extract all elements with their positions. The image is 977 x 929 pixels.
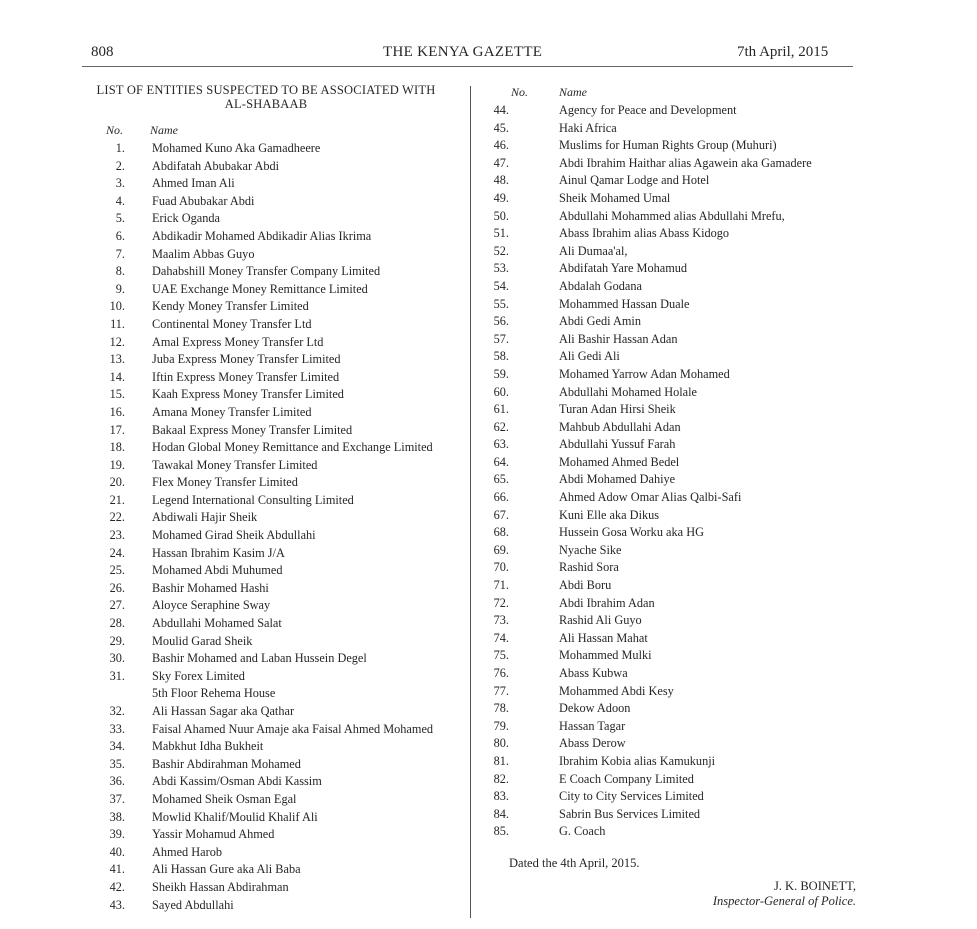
entry-number: 21. [109,492,125,507]
entry-number: 70. [493,560,509,575]
list-item [80,386,465,404]
list-item [480,718,860,736]
column-divider [470,86,471,918]
entry-number: 85. [493,824,509,839]
left-name-header: Name [150,123,178,137]
entry-number: 15. [109,387,125,402]
entry-number: 37. [109,791,125,806]
entry-number: 51. [493,226,509,241]
entry-name: Mahbub Abdullahi Adan [559,419,681,434]
entry-name: Legend International Consulting Limited [152,492,354,507]
entry-name: Abdi Boru [559,578,612,593]
list-item [480,735,860,753]
list-item [80,826,465,844]
entry-number: 40. [109,844,125,859]
entry-name: Dahabshill Money Transfer Company Limited [152,264,381,279]
entry-name: Sabrin Bus Services Limited [559,806,701,821]
list-item [80,492,465,510]
list-item [480,401,860,419]
entry-number: 35. [109,756,125,771]
entry-name: Nyache Sike [559,542,622,557]
entry-number: 63. [493,437,509,452]
list-item [80,140,465,158]
list-item [480,296,860,314]
entry-name: Kuni Elle aka Dikus [559,507,660,522]
list-item [80,861,465,879]
entry-name: Hassan Tagar [559,718,626,733]
list-item [480,471,860,489]
entry-number: 12. [109,334,125,349]
entry-name: Bakaal Express Money Transfer Limited [152,422,353,437]
list-item [480,190,860,208]
entry-name: Dekow Adoon [559,701,631,716]
list-item [480,595,860,613]
entry-number: 84. [493,806,509,821]
entry-number: 59. [493,366,509,381]
list-item [480,348,860,366]
list-item [80,369,465,387]
entry-name: Abdi Ibrahim Haithar alias Agawein aka Gamadere [559,155,812,170]
list-item [80,633,465,651]
entry-number: 56. [493,314,509,329]
entry-number: 47. [493,155,509,170]
entry-number: 61. [493,402,509,417]
header-rule [82,66,853,67]
list-item [480,806,860,824]
entry-number: 52. [493,243,509,258]
entry-name: Abass Ibrahim alias Abass Kidogo [559,226,730,241]
entry-name: Mohamed Girad Sheik Abdullahi [152,528,316,543]
left-no-header: No. [106,123,124,137]
entry-number: 62. [493,419,509,434]
list-item [80,879,465,897]
entry-name: Hassan Ibrahim Kasim J/A [152,545,285,560]
entry-name: Abdullahi Yussuf Farah [559,437,676,452]
entry-name: Agency for Peace and Development [559,103,737,117]
entry-number: 55. [493,296,509,311]
entry-number: 24. [109,545,125,560]
entry-number: 80. [493,736,509,751]
list-item [80,685,465,703]
entry-number: 69. [493,542,509,557]
list-item [80,281,465,299]
entry-name: Mohamed Abdi Muhumed [152,563,283,578]
entry-number: 20. [109,475,125,490]
entry-name: Mohamed Sheik Osman Egal [152,791,297,806]
entry-number: 79. [493,718,509,733]
entry-name: Haki Africa [559,120,617,135]
entry-number: 5. [115,211,125,226]
right-no-header: No. [511,85,529,99]
list-item [480,542,860,560]
entry-number: 36. [109,774,125,789]
entry-name: Mohamed Kuno Aka Gamadheere [152,141,321,155]
entry-number: 8. [115,264,125,279]
list-title: LIST OF ENTITIES SUSPECTED TO BE ASSOCIATED WITH AL-SHABAAB [96,83,436,111]
list-item [80,334,465,352]
entry-name: Ali Gedi Ali [559,349,620,364]
entry-name: Abdullahi Mohammed alias Abdullahi Mrefu, [559,208,785,223]
entry-number: 31. [109,668,125,683]
list-item [480,647,860,665]
entry-name: Amana Money Transfer Limited [152,404,312,419]
list-item [80,298,465,316]
list-item [80,351,465,369]
entry-name: Sheikh Hassan Abdirahman [152,879,289,894]
list-item [80,703,465,721]
list-item [480,577,860,595]
entry-name: Mohammed Hassan Duale [559,296,690,311]
list-item [480,155,860,173]
entry-number: 41. [109,862,125,877]
entry-name: Ali Hassan Sagar aka Qathar [152,704,295,718]
list-item [480,559,860,577]
entry-number: 54. [493,278,509,293]
entry-name: G. Coach [559,824,606,839]
entry-number: 66. [493,490,509,505]
entry-name: Ahmed Adow Omar Alias Qalbi-Safi [559,490,742,505]
entry-name: Rashid Sora [559,560,619,575]
entry-number: 33. [109,721,125,736]
list-item [480,384,860,402]
list-item [480,120,860,138]
entry-name: Mohammed Mulki [559,648,652,663]
entry-name: Aloyce Seraphine Sway [152,598,271,613]
entry-number: 13. [109,352,125,367]
list-item [480,172,860,190]
entry-name: Ali Bashir Hassan Adan [559,331,678,346]
entry-name: Iftin Express Money Transfer Limited [152,369,340,384]
entry-number: 71. [493,578,509,593]
entry-name: Abdi Kassim/Osman Abdi Kassim [152,774,322,789]
list-item [480,612,860,630]
list-item [480,366,860,384]
entry-number: 30. [109,651,125,666]
entry-number: 81. [493,753,509,768]
entry-number: 3. [115,176,125,191]
list-item [480,630,860,648]
entry-name: Faisal Ahamed Nuur Amaje aka Faisal Ahmed Mohamed [152,721,434,736]
entry-number: 29. [109,633,125,648]
list-item [480,436,860,454]
entry-name: Sky Forex Limited [152,668,245,683]
entry-name: Abdalah Godana [559,278,642,293]
entry-number: 68. [493,525,509,540]
entry-number: 18. [109,440,125,455]
entry-name: Hodan Global Money Remittance and Exchange Limited [152,440,433,455]
entry-name: 5th Floor Rehema House [152,686,276,701]
entry-name: Kaah Express Money Transfer Limited [152,387,344,402]
entry-number: 39. [109,827,125,842]
entry-name: Abdifatah Yare Mohamud [559,261,688,276]
entry-name: Maalim Abbas Guyo [152,246,255,261]
entry-number: 82. [493,771,509,786]
entry-name: Moulid Garad Sheik [152,633,253,648]
entry-number: 7. [115,246,125,261]
entry-name: Sheik Mohamed Umal [559,190,671,205]
entry-name: Bashir Mohamed and Laban Hussein Degel [152,651,367,666]
right-name-header: Name [559,85,587,99]
left-entity-list [80,140,465,914]
entry-name: Mohammed Abdi Kesy [559,683,674,698]
list-item [480,524,860,542]
entry-name: Muslims for Human Rights Group (Muhuri) [559,138,777,153]
list-item [480,753,860,771]
entry-name: Continental Money Transfer Ltd [152,316,312,331]
entry-name: Mohamed Ahmed Bedel [559,454,680,469]
entry-number: 42. [109,879,125,894]
entry-number: 77. [493,683,509,698]
entry-number: 83. [493,789,509,804]
list-item [80,404,465,422]
entry-name: Ali Hassan Gure aka Ali Baba [152,862,301,877]
entry-name: Yassir Mohamud Ahmed [152,827,275,842]
entry-name: Ahmed Iman Ali [152,176,235,191]
entry-number: 32. [109,704,125,718]
entry-number: 22. [109,510,125,525]
list-item [80,228,465,246]
entry-number: 11. [110,316,125,331]
entry-name: Abdikadir Mohamed Abdikadir Alias Ikrima [152,228,372,243]
list-item [480,102,860,120]
list-item [80,474,465,492]
entry-name: Abdi Gedi Amin [559,314,641,329]
entry-number: 16. [109,404,125,419]
list-item [80,615,465,633]
entry-name: Abass Kubwa [559,666,628,680]
list-item [80,193,465,211]
entry-name: Bashir Mohamed Hashi [152,580,269,595]
entry-number: 58. [493,349,509,364]
entry-name: Turan Adan Hirsi Sheik [559,402,676,417]
list-item [480,788,860,806]
entry-number: 19. [109,457,125,472]
entry-number: 73. [493,613,509,628]
list-item [80,509,465,527]
entry-number: 1. [115,141,125,155]
entry-number: 17. [109,422,125,437]
list-item [80,210,465,228]
list-item [80,175,465,193]
list-item [480,243,860,261]
entry-name: Fuad Abubakar Abdi [152,193,255,208]
entry-name: Abdiwali Hajir Sheik [152,510,258,525]
entry-name: Mabkhut Idha Bukheit [152,739,264,754]
list-item [80,439,465,457]
entry-number: 50. [493,208,509,223]
list-item [480,489,860,507]
list-item [480,137,860,155]
entry-number: 9. [115,281,125,296]
entry-name: Tawakal Money Transfer Limited [152,457,318,472]
entry-number: 53. [493,261,509,276]
entry-number: 65. [493,472,509,487]
gazette-title: THE KENYA GAZETTE [383,44,543,60]
entry-number: 76. [493,666,509,680]
list-item [480,665,860,683]
entry-number: 34. [109,739,125,754]
entry-number: 25. [109,563,125,578]
list-item [480,278,860,296]
dated-line: Dated the 4th April, 2015. [509,856,640,870]
right-entity-list [480,102,860,841]
entry-number: 4. [115,193,125,208]
entry-number: 78. [493,701,509,716]
entry-name: Amal Express Money Transfer Ltd [152,334,324,349]
list-item [80,791,465,809]
entry-number: 75. [493,648,509,663]
entry-name: Abdullahi Mohamed Holale [559,384,697,399]
list-item [80,756,465,774]
list-item [80,158,465,176]
page-number: 808 [91,44,114,60]
entry-number: 2. [115,158,125,173]
list-item [80,545,465,563]
entry-number: 46. [493,138,509,153]
entry-number: 45. [493,120,509,135]
list-item [80,263,465,281]
entry-number: 74. [493,630,509,645]
entry-number: 57. [493,331,509,346]
entry-name: Abdifatah Abubakar Abdi [152,158,280,173]
list-item [480,771,860,789]
entry-number: 43. [109,897,125,912]
list-item [80,422,465,440]
list-item [480,683,860,701]
list-item [480,823,860,841]
entry-number: 44. [493,103,509,117]
entry-number: 64. [493,454,509,469]
entry-name: E Coach Company Limited [559,771,694,786]
entry-name: UAE Exchange Money Remittance Limited [152,281,368,296]
list-item [80,562,465,580]
entry-number: 38. [109,809,125,824]
entry-number: 48. [493,173,509,188]
entry-name: Abdullahi Mohamed Salat [152,616,282,631]
entry-name: Ali Hassan Mahat [559,630,648,645]
gazette-header [0,42,977,66]
entry-name: Bashir Abdirahman Mohamed [152,756,301,771]
list-item [480,225,860,243]
list-item [480,454,860,472]
entry-number: 6. [115,228,125,243]
entry-name: Erick Oganda [152,211,220,226]
entry-name: Abdi Ibrahim Adan [559,595,655,610]
list-item [480,260,860,278]
list-item [480,507,860,525]
entry-number: 14. [109,369,125,384]
entry-name: Ainul Qamar Lodge and Hotel [559,173,710,188]
entry-number: 60. [493,384,509,399]
entry-name: Mowlid Khalif/Moulid Khalif Ali [152,809,318,824]
entry-number: 10. [109,299,125,314]
list-item [80,668,465,686]
entry-number: 26. [109,580,125,595]
signatory [700,879,856,909]
entry-name: Hussein Gosa Worku aka HG [559,525,704,540]
signatory-name: J. K. BOINETT, [773,879,856,893]
entry-name: Ahmed Harob [152,844,223,859]
entry-name: Abass Derow [559,736,626,751]
entry-name: Ibrahim Kobia alias Kamukunji [559,753,716,768]
list-item [80,316,465,334]
entry-number: 67. [493,507,509,522]
entry-name: Kendy Money Transfer Limited [152,299,309,314]
list-item [80,844,465,862]
list-item [480,313,860,331]
list-item [480,208,860,226]
list-item [80,650,465,668]
entry-number: 23. [109,528,125,543]
list-item [480,700,860,718]
issue-date: 7th April, 2015 [737,44,829,60]
list-item [80,809,465,827]
entry-name: Juba Express Money Transfer Limited [152,352,341,367]
list-item [80,773,465,791]
entry-number: 28. [109,616,125,631]
list-item [80,457,465,475]
list-item [480,331,860,349]
list-item [80,527,465,545]
list-item [80,721,465,739]
list-item [80,246,465,264]
entry-name: Mohamed Yarrow Adan Mohamed [559,366,730,381]
entry-name: Flex Money Transfer Limited [152,475,298,490]
entry-name: City to City Services Limited [559,789,704,804]
list-item [80,580,465,598]
entry-number: 27. [109,598,125,613]
list-item [80,597,465,615]
list-item [80,897,465,915]
list-item [80,738,465,756]
signatory-role: Inspector-General of Police. [712,894,856,908]
entry-name: Abdi Mohamed Dahiye [559,472,676,487]
entry-number: 72. [493,595,509,610]
list-item [480,419,860,437]
entry-name: Rashid Ali Guyo [559,613,642,628]
entry-number: 49. [493,190,509,205]
entry-name: Sayed Abdullahi [152,897,234,912]
entry-name: Ali Dumaa'al, [559,243,628,258]
